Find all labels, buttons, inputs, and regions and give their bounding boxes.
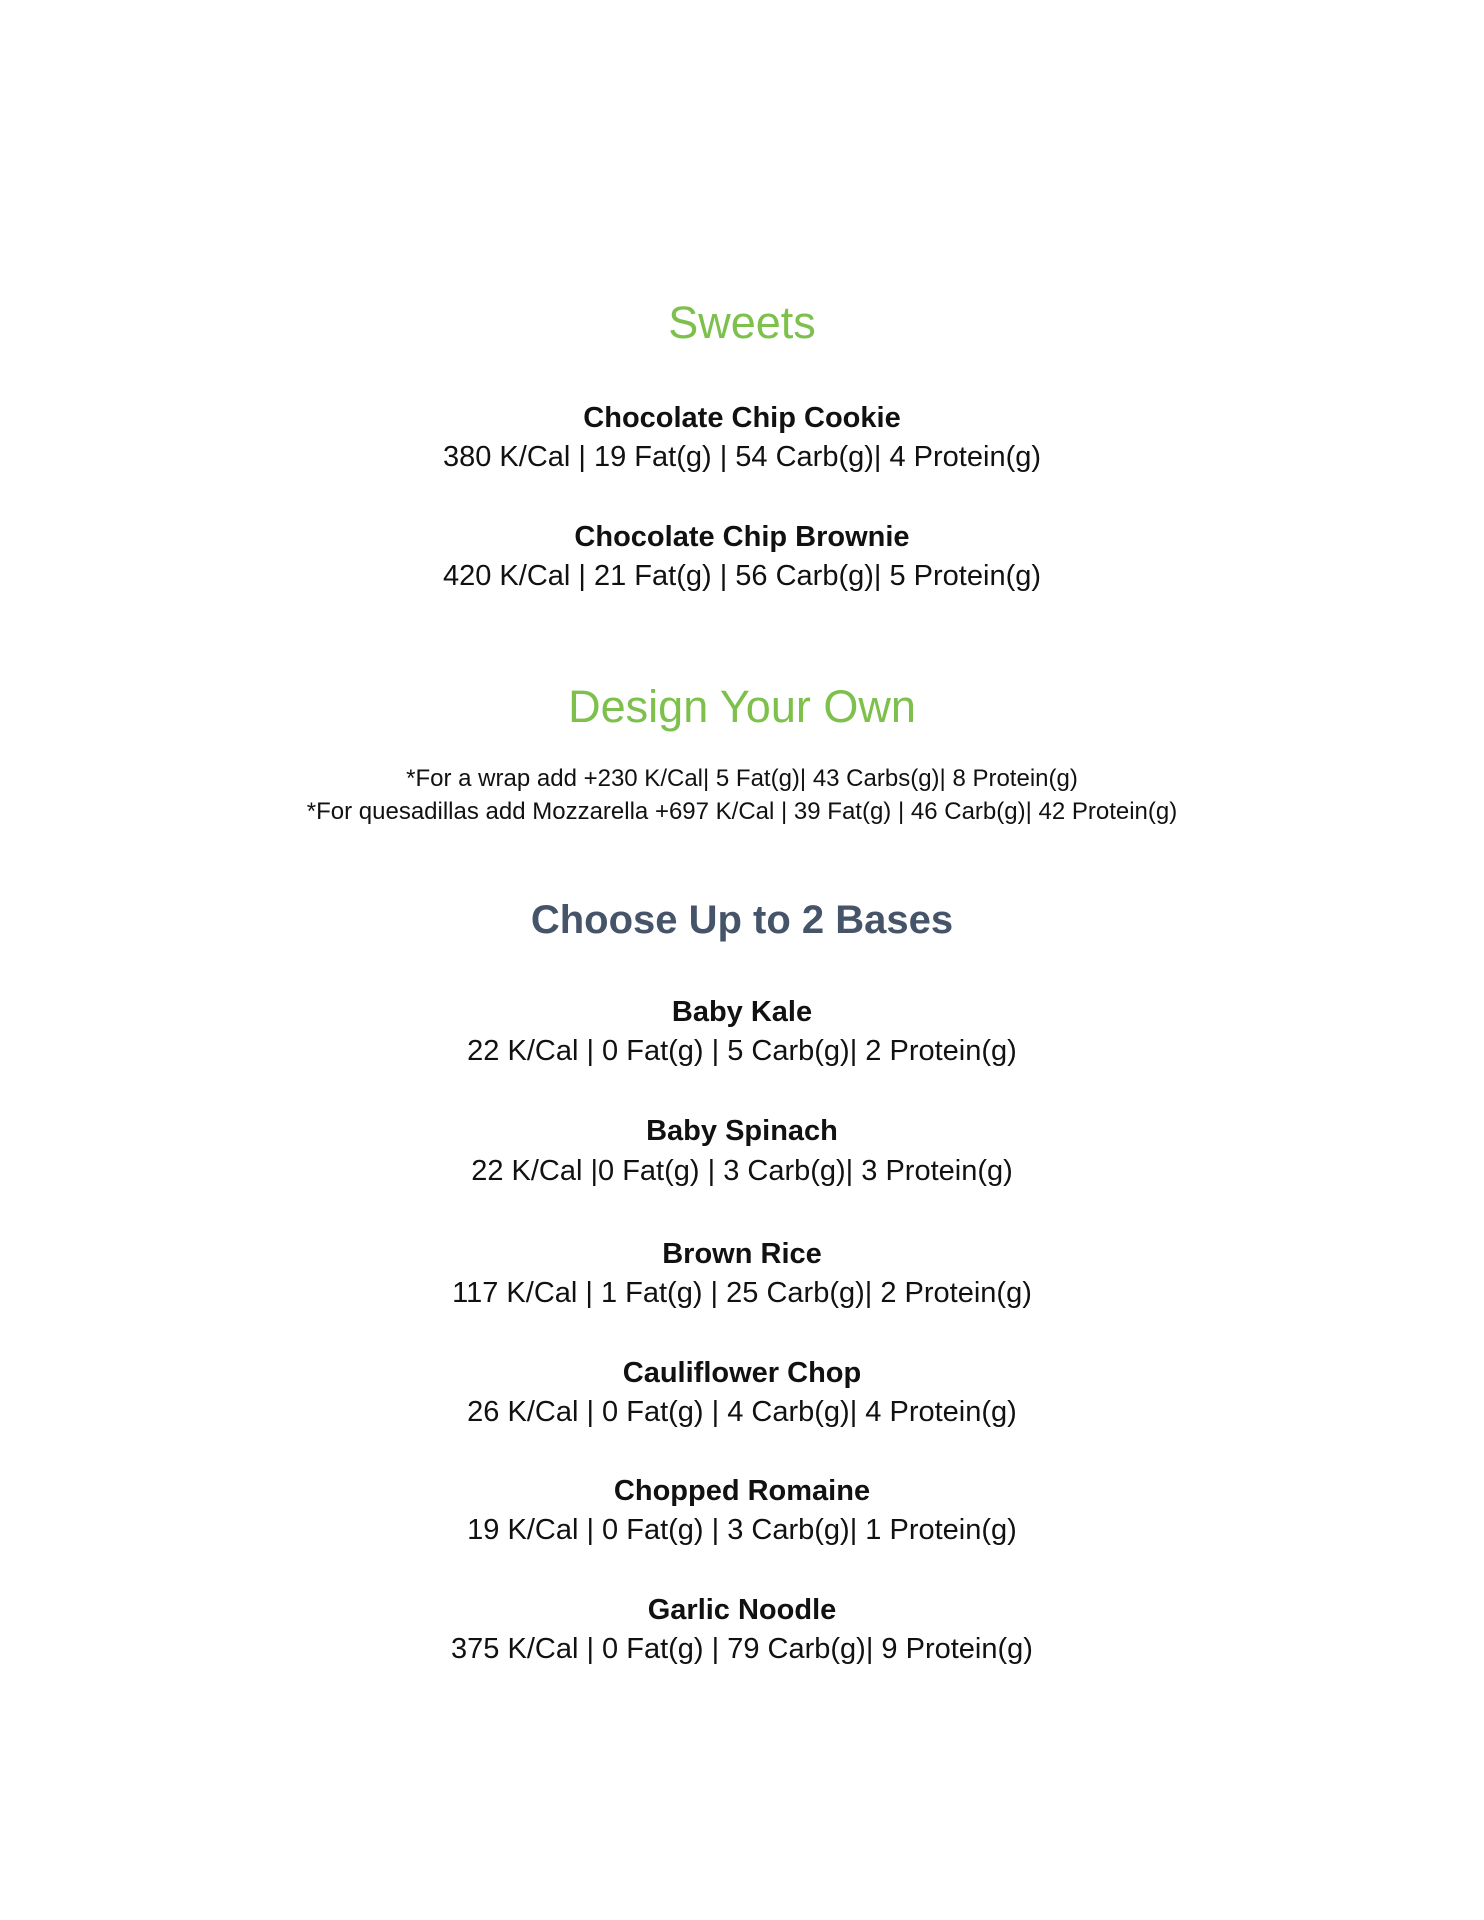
item-info-garlic-noodle: 375 K/Cal | 0 Fat(g) | 79 Carb(g)| 9 Protein(g): [451, 1633, 1033, 1665]
item-name-brown-rice: Brown Rice: [662, 1238, 822, 1270]
item-name-chocolate-chip-brownie: Chocolate Chip Brownie: [574, 521, 910, 553]
section-title-bases: Choose Up to 2 Bases: [530, 898, 954, 942]
item-name-garlic-noodle: Garlic Noodle: [647, 1594, 837, 1626]
item-name-cauliflower-chop: Cauliflower Chop: [622, 1357, 862, 1389]
item-info-brown-rice: 117 K/Cal | 1 Fat(g) | 25 Carb(g)| 2 Protein(g): [452, 1277, 1032, 1309]
note-wrap: *For a wrap add +230 K/Cal| 5 Fat(g)| 43 Carbs(g)| 8 Protein(g): [406, 765, 1078, 792]
note-quesadillas: *For quesadillas add Mozzarella +697 K/Cal | 39 Fat(g) | 46 Carb(g)| 42 Protein(g): [306, 798, 1178, 825]
item-info-chocolate-chip-brownie: 420 K/Cal | 21 Fat(g) | 56 Carb(g)| 5 Protein(g): [442, 560, 1042, 592]
item-info-baby-kale: 22 K/Cal | 0 Fat(g) | 5 Carb(g)| 2 Protein(g): [467, 1035, 1017, 1067]
item-name-baby-spinach: Baby Spinach: [646, 1115, 838, 1147]
item-info-cauliflower-chop: 26 K/Cal | 0 Fat(g) | 4 Carb(g)| 4 Protein(g): [467, 1396, 1017, 1428]
item-info-chocolate-chip-cookie: 380 K/Cal | 19 Fat(g) | 54 Carb(g)| 4 Protein(g): [442, 441, 1042, 473]
item-name-chocolate-chip-cookie: Chocolate Chip Cookie: [583, 402, 901, 434]
section-title-sweets: Sweets: [668, 297, 816, 348]
item-name-baby-kale: Baby Kale: [671, 996, 813, 1028]
item-info-baby-spinach: 22 K/Cal |0 Fat(g) | 3 Carb(g)| 3 Protein(g): [471, 1155, 1013, 1187]
section-title-design-your-own: Design Your Own: [568, 681, 916, 732]
item-info-chopped-romaine: 19 K/Cal | 0 Fat(g) | 3 Carb(g)| 1 Protein(g): [467, 1514, 1017, 1546]
item-name-chopped-romaine: Chopped Romaine: [613, 1475, 871, 1507]
